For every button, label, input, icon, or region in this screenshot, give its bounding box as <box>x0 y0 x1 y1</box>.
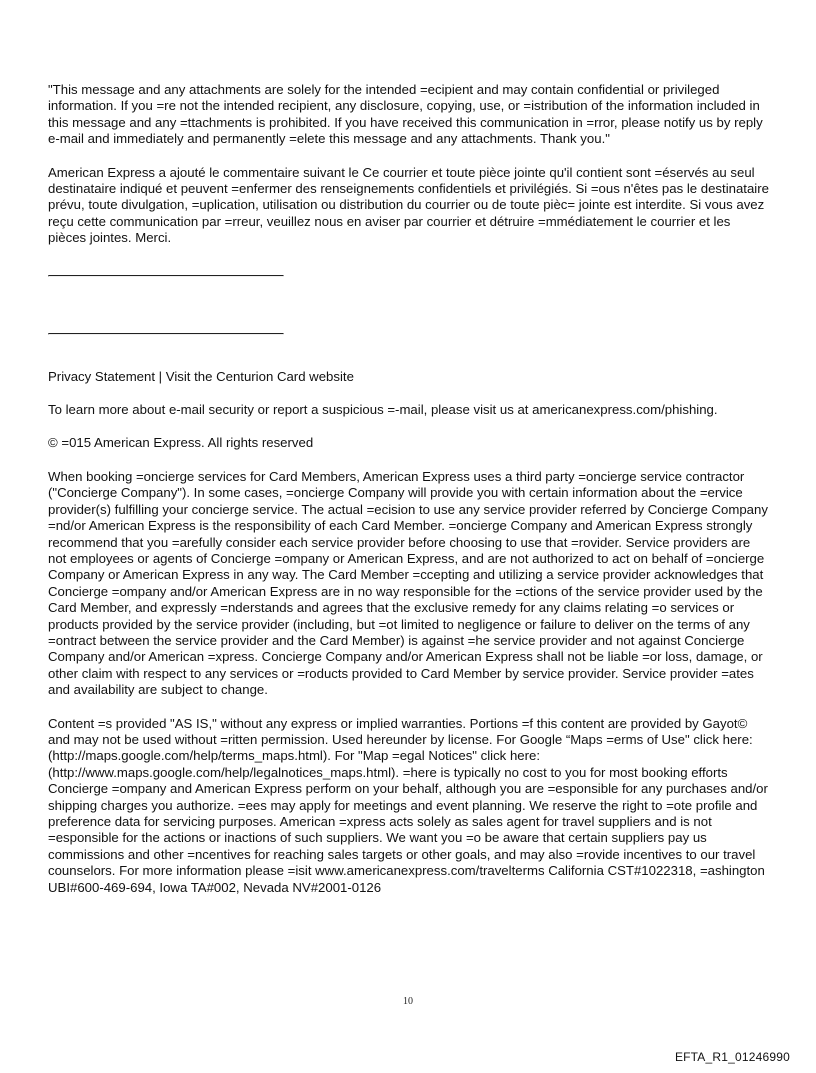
copyright-line: © =015 American Express. All rights reserved <box>48 435 314 451</box>
document-body <box>48 82 772 896</box>
content-terms: Content =s provided "AS IS," without any express or implied warranties. Portions =f this content are provided by Gayot© and may not be used without =ritten permission. Used hereunder by license. For Google “Maps =erms of Use" click here: (http://maps.google.com/help/terms_maps.html). For "Map =egal Notices" click here: (http://www.maps.google.com/help/legalnotices_maps.html). =here is typically no cost to you for most booking efforts Concierge =ompany and American Express perform on your behalf, although you are =esponsible for any purchases and/or shipping charges you authorize. =ees may apply for meetings and event planning. We reserve the right to =ote profile and preference data for servicing purposes. American =xpress acts solely as sales agent for travel suppliers and is not =esponsible for the actions or inactions of such suppliers. We want you =o be aware that certain suppliers pay us commissions and other =ncentives for reaching sales targets or other goals, and may also =rovide incentives to our travel counselors. For more information please =isit www.americanexpress.com/travelterms California CST#1022318, =ashington UBI#600-469-694, Iowa TA#002, Nevada NV#2001-0126 <box>48 715 768 895</box>
concierge-terms: When booking =oncierge services for Card Members, American Express uses a third party =oncierge service contractor ("Concierge Company"). In some cases, =oncierge Company will provide you with certain information about the =ervice provider(s) fulfilling your concierge service. The actual =ecision to use any service provider referred by Concierge Company =nd/or American Express is the responsibility of each Card Member. =oncierge Company and American Express strongly recommend that you =arefully consider each service provider before choosing to use that =rovider. Service providers are not employees or agents of Concierge =ompany or American Express, and are not authorized to act on behalf of =oncierge Company or American Express in any way. The Card Member =ccepting and utilizing a service provider acknowledges that Concierge =ompany and/or American Express are in no way responsible for the =ctions of the service provider used by the Card Member, and expressly =nderstands and agrees that the exclusive remedy for any claims relating =o services or products provided by the service provider (including, but =ot limited to negligence or failure to deliver on the terms of any =ontract between the service provider and the Card Member) is against =he service provider and not against Concierge Company and/or American =xpress. Concierge Company and/or American Express shall not be liable =or loss, damage, or other claim with respect to any services or =roducts provided to Card Member by service provider. Service provider =ates and availability are subject to change. <box>48 468 768 698</box>
page-number: 10 <box>403 996 413 1007</box>
bates-number: EFTA_R1_01246990 <box>674 1050 790 1064</box>
email-security-notice: To learn more about e-mail security or report a suspicious =-mail, please visit us at americanexpress.com/phishing. <box>48 402 718 418</box>
disclaimer-english: "This message and any attachments are solely for the intended =ecipient and may contain confidential or privileged information. If you =re not the intended recipient, any disclosure, copying, use, or =istribution of the information included in this message and any =ttachments is prohibited. If you have received this communication in =rror, please notify us by reply e-mail and immediately and permanently =elete this message and any attachments. Thank you." <box>48 82 763 147</box>
disclaimer-french: American Express a ajouté le commentaire suivant le Ce courrier et toute pièce jointe qu'il contient sont =éservés au seul destinataire indiqué et peuvent =enfermer des renseignements confidentiels et privilégiés. Si =ous n'êtes pas le destinataire prévu, toute divulgation, =uplication, utilisation ou distribution du courrier ou de toute pièc= jointe est interdite. Si vous avez reçu cette communication par =rreur, veuillez nous en aviser par courrier et détruire =mmédiatement le courrier et les pièces jointes. Merci. <box>48 164 769 246</box>
privacy-statement-link[interactable]: Privacy Statement | Visit the Centurion Card website <box>48 368 354 384</box>
